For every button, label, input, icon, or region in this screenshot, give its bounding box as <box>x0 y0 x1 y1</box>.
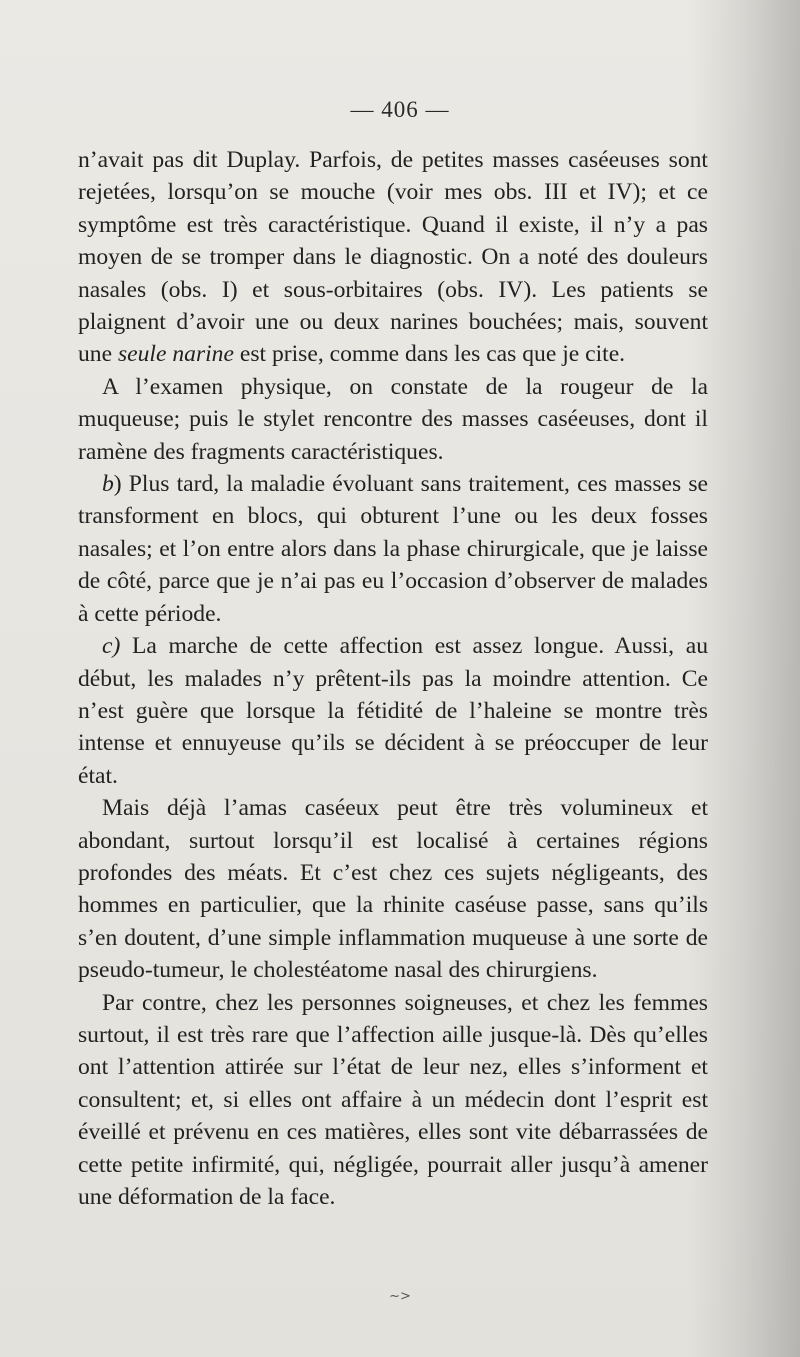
text-run: ) Plus tard, la maladie évoluant sans traitement, ces masses se transforment en blocs, qui obturent l’une ou les deux fosses nasales; et l’on entre alors dans la phase chirurgicale, que je laisse de côté, parce que je n’ai pas eu l’occasion d’observer de malades à cette période. <box>78 471 708 627</box>
text-run: A l’examen physique, on constate de la rougeur de la muqueuse; puis le stylet rencontre des masses caséeuses, dont il ramène des fragments caractéristiques. <box>78 373 708 465</box>
text-run: La marche de cette affection est assez longue. Aussi, au début, les malades n’y prêtent-ils pas la moindre attention. Ce n’est guère que lorsque la fétidité de l’haleine se montre très intense et ennuyeuse qu’ils se décident à se préoccuper de leur état. <box>78 633 708 789</box>
paragraph <box>78 987 708 1214</box>
paragraph <box>78 371 708 468</box>
paragraph <box>78 468 708 630</box>
text-run: est prise, comme dans les cas que je cite. <box>233 341 626 368</box>
body-text <box>78 144 708 1213</box>
text-run: Mais déjà l’amas caséeux peut être très volumineux et abondant, surtout lorsqu’il est localisé à certaines régions profondes des méats. Et c’est chez ces sujets négligeants, des hommes en particulier, que la rhinite caséuse passe, sans qu’ils s’en doutent, d’une simple inflammation muqueuse à une sorte de pseudo-tumeur, le cholestéatome nasal des chirurgiens. <box>78 795 708 984</box>
text-run: Par contre, chez les personnes soigneuses, et chez les femmes surtout, il est très rare que l’affection aille jusque-là. Dès qu’elles ont l’attention attirée sur l’état de leur nez, elles s’informent et consultent; et, si elles ont affaire à un médecin dont l’esprit est éveillé et prévenu en ces matières, elles sont vite débarrassées de cette petite infirmité, qui, négligée, pourrait aller jusqu’à amener une déformation de la face. <box>78 989 708 1210</box>
text-run: n’avait pas dit Duplay. Parfois, de petites masses caséeuses sont rejetées, lorsqu’on se mouche (voir mes obs. III et IV); et ce symptôme est très caractéristique. Quand il existe, il n’y a pas moyen de se tromper dans le diagnostic. On a noté des douleurs nasales (obs. I) et sous-orbitaires (obs. IV). Les patients se plaignent d’avoir une ou deux narines bouchées; mais, souvent une <box>78 147 708 368</box>
paragraph <box>78 792 708 986</box>
italic-text: b <box>102 471 114 498</box>
italic-text: c) <box>102 633 121 660</box>
end-ornament: ~> <box>389 1289 411 1304</box>
page-number: — 406 — <box>350 97 450 122</box>
paragraph <box>78 144 708 371</box>
paragraph <box>78 630 708 792</box>
italic-text: seule narine <box>117 341 234 368</box>
